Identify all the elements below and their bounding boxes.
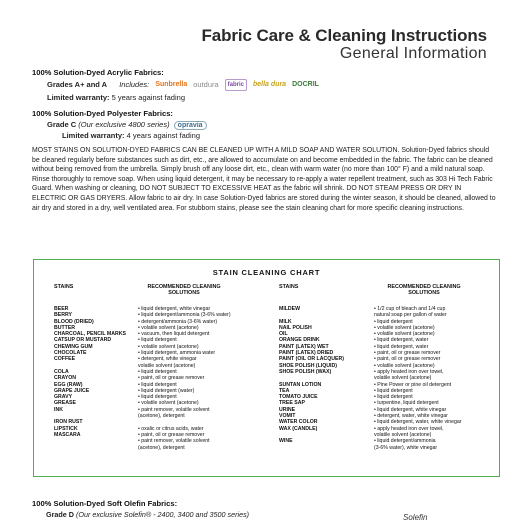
stain-name: WAX (CANDLE): [279, 425, 318, 432]
solution-line: • 1/2 cup of bleach and 1/4 cup: [374, 306, 446, 312]
stain-name: EGG (RAW): [54, 381, 83, 388]
solution-line: • paint, oil or grease remover: [374, 356, 441, 363]
polyester-grade-label: Grade C: [47, 120, 77, 129]
solution-line: • volatile solvent (acetone): [374, 331, 435, 338]
olefin-grade-note: (Our exclusive Solefin® - 2400, 3400 and 3500 series): [75, 510, 250, 519]
solution-line: • liquid detergent, water: [374, 343, 429, 350]
stain-name: CHOCOLATE: [54, 350, 87, 357]
stain-name: MILK: [279, 318, 292, 325]
stain-name: COLA: [54, 368, 69, 375]
acrylic-section: [32, 68, 319, 103]
solefin-logo: Solefin: [403, 513, 428, 522]
stain-name: CHEWING GUM: [54, 343, 93, 350]
stain-name: PAINT (LATEX) WET: [279, 343, 329, 350]
left-stain-list: [54, 306, 136, 451]
acrylic-warranty-text: 5 years against fading: [111, 93, 185, 102]
stain-name: TREE SAP: [279, 400, 305, 407]
solution-line: • liquid detergent (water): [138, 387, 195, 394]
right-solutions-header: RECOMMENDED CLEANING SOLUTIONS: [387, 284, 461, 297]
stain-name: BEER: [54, 306, 69, 312]
solution-line: • apply heated iron over towel,: [374, 368, 444, 375]
polyester-section: [32, 109, 207, 141]
solution-line: natural soap per gallon of water: [374, 312, 447, 319]
solution-line: • liquid detergent: [374, 387, 413, 394]
solution-line: • liquid detergent, water, white vinegar: [374, 419, 462, 426]
polyester-warranty-label: Limited warranty:: [62, 131, 125, 140]
solution-line: volatile solvent (acetone): [374, 375, 432, 382]
bella-dura-logo: bella dura: [253, 81, 287, 88]
stain-name: LIPSTICK: [54, 425, 78, 432]
polyester-heading: 100% Solution-Dyed Polyester Fabrics:: [32, 109, 173, 118]
solution-line: (3-6% water), white vinegar: [374, 444, 438, 451]
stain-name: ORANGE DRINK: [279, 337, 320, 344]
solution-line: • volatile solvent (acetone): [138, 400, 199, 407]
stain-name: BERRY: [54, 312, 72, 319]
stain-name: SUNTAN LOTION: [279, 381, 322, 388]
solution-line: • volatile solvent (acetone): [138, 343, 199, 350]
stain-spacer: [54, 445, 136, 451]
solution-line: volatile solvent (acetone): [138, 362, 196, 369]
solution-line: • liquid detergent: [138, 337, 177, 344]
polyester-grade-note: (Our exclusive 4800 series): [78, 120, 170, 129]
solution-line: • detergent/ammonia (3-6% water): [138, 318, 218, 325]
stain-name: BLOOD (DRIED): [54, 318, 94, 325]
solution-line: • liquid detergent: [138, 368, 177, 375]
stain-name: INK: [54, 406, 63, 413]
acrylic-brand-logos: [155, 79, 319, 91]
solution-line: • turpentine, liquid detergent: [374, 400, 439, 407]
stain-name: GRAPE JUICE: [54, 387, 90, 394]
solution-line: • volatile solvent (acetone): [374, 362, 435, 369]
sunbrella-logo: Sunbrella: [155, 81, 188, 88]
solution-line: • liquid detergent, ammonia water: [138, 350, 216, 357]
right-solution-list: [374, 306, 494, 451]
stain-name: WATER COLOR: [279, 419, 318, 426]
olefin-heading: 100% Solution-Dyed Soft Olefin Fabrics:: [32, 499, 178, 508]
stain-name: BUTTER: [54, 324, 76, 331]
stain-name: OIL: [279, 331, 288, 338]
stain-name: WINE: [279, 438, 293, 445]
polyester-warranty-text: 4 years against fading: [126, 131, 200, 140]
acrylic-warranty-label: Limited warranty:: [47, 93, 110, 102]
solution-line: • volatile solvent (acetone): [374, 324, 435, 331]
stain-name: NAIL POLISH: [279, 324, 312, 331]
stain-name: PAINT (LATEX) DRIED: [279, 350, 334, 357]
page-subtitle: General Information: [339, 45, 487, 62]
stain-name: MILDEW: [279, 306, 301, 312]
page-title: Fabric Care & Cleaning Instructions: [201, 26, 487, 45]
acrylic-grades-label: Grades A+ and A: [47, 79, 108, 89]
acrylic-includes-label: Includes:: [119, 79, 150, 89]
solution-line: • detergent, water, white vinegar: [374, 413, 448, 420]
solution-line: • liquid detergent, white vinegar: [138, 306, 211, 312]
solution-line: • liquid detergent: [374, 318, 413, 325]
left-solutions-header: RECOMMENDED CLEANING SOLUTIONS: [147, 284, 221, 297]
stain-name: URINE: [279, 406, 296, 413]
stain-name: SHOE POLISH (WAX): [279, 368, 332, 375]
solution-line: • oxalic or citrus acids, water: [138, 425, 204, 432]
stain-name: PAINT (OIL OR LACQUER): [279, 356, 344, 363]
solution-line: • paint, oil or grease remover: [374, 350, 441, 357]
stain-name: MASCARA: [54, 431, 81, 438]
solution-line: • paint remover, volatile solvent: [138, 406, 210, 413]
solution-line: • liquid detergent, white vinegar: [374, 406, 447, 413]
solution-line: • liquid detergent: [374, 394, 413, 401]
solution-line: (acetone), detergent: [138, 444, 185, 451]
solution-line: • Pine Power or pine oil detergent: [374, 381, 452, 388]
stain-name: IRON RUST: [54, 419, 83, 426]
fabric-badge-logo: fabric: [225, 79, 247, 91]
polyester-grade-line: [32, 120, 207, 131]
opravia-logo: opravia: [174, 121, 207, 130]
stain-name: SHOE POLISH (LIQUID): [279, 362, 337, 369]
acrylic-warranty-line: [32, 93, 319, 103]
right-stains-header: STAINS: [279, 284, 299, 290]
stain-name: CHARCOAL, PENCIL MARKS: [54, 331, 126, 338]
solution-line: • volatile solvent (acetone): [138, 324, 199, 331]
docril-logo: DOCRIL: [292, 81, 319, 88]
solution-line: • liquid detergent/ammonia (3-6% water): [138, 312, 231, 319]
stain-name: GRAVY: [54, 394, 73, 401]
outdura-logo: outdura: [193, 80, 219, 89]
stain-spacer: [279, 445, 371, 451]
stain-name: CRAYON: [54, 375, 77, 382]
stain-cleaning-chart: [33, 259, 500, 477]
solution-line: • liquid detergent: [138, 381, 177, 388]
stain-name: TEA: [279, 387, 290, 394]
left-solution-list: [138, 306, 258, 451]
acrylic-heading: 100% Solution-Dyed Acrylic Fabrics:: [32, 68, 164, 77]
stain-name: GREASE: [54, 400, 76, 407]
solution-line: • paint remover, volatile solvent: [138, 438, 210, 445]
olefin-grade-label: Grade D: [46, 510, 74, 519]
solution-line: volatile solvent (acetone): [374, 431, 432, 438]
acrylic-grades-line: [32, 79, 319, 91]
solution-line: • apply heated iron over towel,: [374, 425, 444, 432]
stain-name: VOMIT: [279, 413, 296, 420]
olefin-grade-line: [46, 510, 249, 519]
right-stain-list: [279, 306, 371, 451]
solution-line: • paint, oil or grease remover: [138, 431, 205, 438]
solution-line: • detergent, white vinegar: [138, 356, 197, 363]
stain-name: TOMATO JUICE: [279, 394, 318, 401]
chart-title: STAIN CLEANING CHART: [212, 268, 321, 277]
solution-line: • paint, oil or grease remover: [138, 375, 205, 382]
polyester-warranty-line: [32, 131, 207, 141]
solution-line: • vacuum, then liquid detergent: [138, 331, 210, 338]
stain-name: COFFEE: [54, 356, 76, 363]
stain-name: CATSUP OR MUSTARD: [54, 337, 112, 344]
cleaning-instructions-paragraph: MOST STAINS ON SOLUTION-DYED FABRICS CAN BE CLEANED UP WITH A MILD SOAP AND WATER SOLUTION. Solution-Dyed fabrics should be cleaned regularly before substances such as dirt, etc., are allowed to accumulate on and become embedded in the fabric. The fabric can be cleaned without being removed from the umbrella. Simply brush off any loose dirt, etc., clean with warm water (no more than 100° F) and a mild natural soap. Rinse thoroughly to remove soap. When using liquid detergent, it may be necessary to re-apply a water repellent treatment, such as 303 Hi Tech Fabric Guard. When washing or cleaning, DO NOT SUBJECT TO EXCESSIVE HEAT as the fabric will shrink. DO NOT STEAM PRESS OR DRY IN ELECTRIC OR GAS DRYERS. Allow fabric to air dry. In case Solution-Dyed fabrics are stored during the winter season, it should be cleaned, allowed to air dry and stored in a dry, well ventilated area. For stubborn stains, please see the stain cleaning chart for more specific cleaning instructions.: [32, 147, 496, 212]
solution-line: • liquid detergent/ammonia: [374, 438, 436, 445]
solution-line: (acetone), detergent: [138, 413, 185, 420]
solution-line: • liquid detergent: [138, 394, 177, 401]
solution-line: • liquid detergent, water: [374, 337, 429, 344]
left-stains-header: STAINS: [54, 284, 74, 290]
